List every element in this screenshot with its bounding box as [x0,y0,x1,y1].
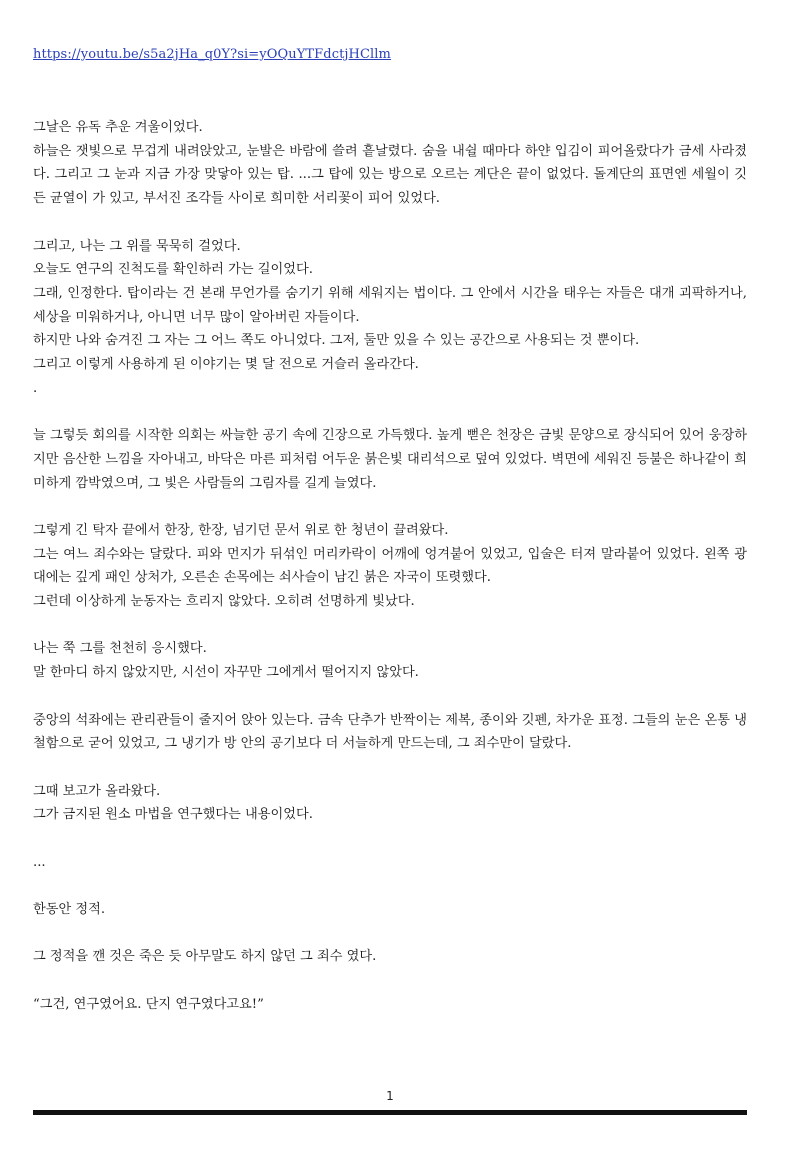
paragraph-line: 그런데 이상하게 눈동자는 흐리지 않았다. 오히려 선명하게 빛났다. [33,594,415,610]
paragraph-line: 그때 보고가 올라왔다. [33,783,161,799]
paragraph-gap [33,211,747,235]
youtube-link[interactable]: https://youtu.be/s5a2jHa_q0Y?si=yOQuYTFdctjHCllm [33,47,391,62]
paragraph-line: 그리고, 나는 그 위를 묵묵히 걸었다. [33,238,241,254]
paragraph-line: 하늘은 잿빛으로 무겁게 내려앉았고, 눈발은 바람에 쓸려 흩날렸다. 숨을 내쉴 때마다 하얀 입김이 피어올랐다가 금세 사라졌다. 그리고 그 눈과 지금 가장 맞닿아 있는 탑. ...그 탑에 있는 방으로 오르는 계단은 끝이 없었다. 돌계단의 표면엔 세월이 깃든 균열이 가 있고, 부서진 조각들 사이로 희미한 서리꽃이 피어 있었다. [33,143,747,207]
paragraph-line: ... [33,854,46,870]
paragraph-line: 말 한마디 하지 않았지만, 시선이 자꾸만 그에게서 떨어지지 않았다. [33,665,419,681]
paragraph-line: 그는 여느 죄수와는 달랐다. 피와 먼지가 뒤섞인 머리카락이 어깨에 엉겨붙어 있었고, 입술은 터져 말라붙어 있었다. 왼쪽 광대에는 깊게 패인 상처가, 오른손 손목에는 쇠사슬이 남긴 붉은 자국이 또렷했다. [33,546,747,586]
paragraph-line: 그가 금지된 원소 마법을 연구했다는 내용이었다. [33,807,313,823]
paragraph-line: 그리고 이렇게 사용하게 된 이야기는 몇 달 전으로 거슬러 올라간다. [33,357,419,373]
footer-rule [33,1110,747,1115]
paragraph-line: 그날은 유독 추운 겨울이었다. [33,120,203,135]
paragraph-gap [33,969,747,993]
paragraph-gap [33,827,747,851]
paragraph-gap [33,922,747,946]
paragraph-gap [33,400,747,424]
paragraph-gap [33,685,747,709]
paragraph-line: 오늘도 연구의 진척도를 확인하러 가는 길이었다. [33,262,313,278]
paragraph-line: 한동안 정적. [33,902,106,918]
paragraph-gap [33,874,747,898]
paragraph-line: “그건, 연구였어요. 단지 연구였다고요!” [33,996,264,1012]
paragraph-line: . [33,380,38,396]
paragraph-line: 그 정적을 깬 것은 죽은 듯 아무말도 하지 않던 그 죄수 였다. [33,949,377,965]
paragraph-line: 그래, 인정한다. 탑이라는 건 본래 무언가를 숨기기 위해 세워지는 법이다. 그 안에서 시간을 태우는 자들은 대개 괴팍하거나, 세상을 미워하거나, 아니면 너무 많이 알아버린 자들이다. [33,285,747,325]
paragraph-gap [33,495,747,519]
paragraph-line: 늘 그렇듯 회의를 시작한 의회는 싸늘한 공기 속에 긴장으로 가득했다. 높게 뻗은 천장은 금빛 문양으로 장식되어 있어 웅장하지만 음산한 느낌을 자아내고, 바닥은 마른 피처럼 어두운 붉은빛 대리석으로 덮여 있었다. 벽면에 세워진 등불은 하나같이 희미하게 깜박였으며, 그 빛은 사람들의 그림자를 길게 늘였다. [33,428,747,491]
paragraph-line: 하지만 나와 숨겨진 그 자는 그 어느 쪽도 아니었다. 그저, 둘만 있을 수 있는 공간으로 사용되는 것 뿐이다. [33,333,640,349]
paragraph-line: 나는 쭉 그를 천천히 응시했다. [33,641,207,657]
paragraph-line: 그렇게 긴 탁자 끝에서 한장, 한장, 넘기던 문서 위로 한 청년이 끌려왔다. [33,522,449,538]
page-number: 1 [386,1089,394,1103]
paragraph-gap [33,756,747,780]
paragraph-gap [33,614,747,638]
paragraph-line: 중앙의 석좌에는 관리관들이 줄지어 앉아 있는다. 금속 단추가 반짝이는 제복, 종이와 깃펜, 차가운 표정. 그들의 눈은 온통 냉철함으로 굳어 있었고, 그 냉기가 방 안의 공기보다 더 서늘하게 만드는데, 그 죄수만이 달랐다. [33,712,747,752]
document-body [33,116,747,1017]
